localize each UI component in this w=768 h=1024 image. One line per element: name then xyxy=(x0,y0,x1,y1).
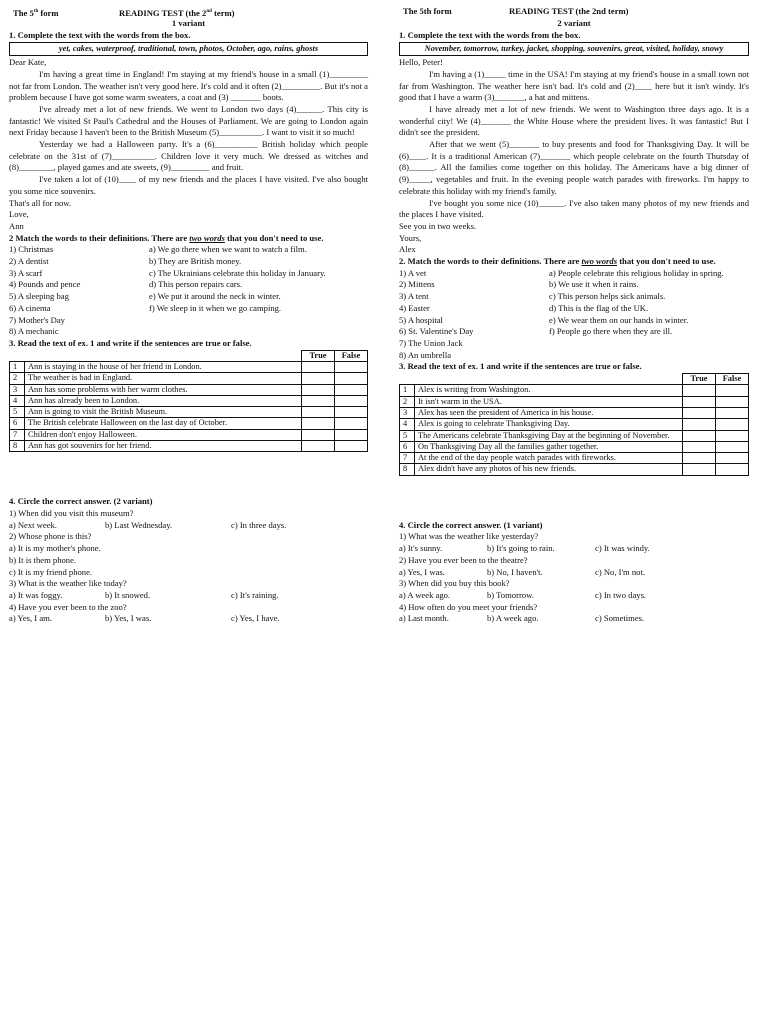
row-number: 5 xyxy=(400,430,415,441)
match-definition: b) We use it when it rains. xyxy=(549,279,639,290)
statement-text: The Americans celebrate Thanksgiving Day at the beginning of November. xyxy=(415,430,683,441)
questions-list xyxy=(9,508,368,625)
matching-list xyxy=(399,268,749,362)
letter-paragraph: I'm having a (1)_____ time in the USA! I'm staying at my friend's house in a small town not far from Washington. The weather here isn't bad. It's cold and (2)____ here but it isn't windy. It's good that I have a warm (3)_______, a hat and mittens. xyxy=(399,68,749,103)
letter-paragraph: Dear Kate, xyxy=(9,57,47,68)
question: 4) Have you ever been to the zoo? xyxy=(9,601,127,612)
answer-option[interactable]: b) Yes, I was. xyxy=(105,613,152,624)
matching-list xyxy=(9,244,368,338)
exercise-3-heading: 3. Read the text of ex. 1 and write if the sentences are true or false. xyxy=(9,337,252,348)
statement-text: Ann is going to visit the British Museum. xyxy=(25,407,302,418)
true-cell[interactable] xyxy=(683,453,716,464)
letter-paragraph: I have already met a lot of new friends. We went to Washington three days ago. It is a wonderful city! We (4)_______ the White House where the president lives. It was fantastic! But I didn't see the president. xyxy=(399,103,749,138)
answer-option[interactable]: a) It's sunny. xyxy=(399,543,443,554)
match-word: 5) A sleeping bag xyxy=(9,291,69,302)
table-row xyxy=(10,418,368,429)
question: 2) Whose phone is this? xyxy=(9,531,92,542)
question: 3) What is the weather like today? xyxy=(9,578,127,589)
answer-options xyxy=(9,613,368,625)
statement-text: Alex is going to celebrate Thanksgiving Day. xyxy=(415,419,683,430)
false-cell[interactable] xyxy=(716,396,749,407)
letter-paragraph: Love, xyxy=(9,209,29,220)
match-row xyxy=(9,268,368,280)
match-word: 2) A dentist xyxy=(9,256,49,267)
false-cell[interactable] xyxy=(716,419,749,430)
row-number: 2 xyxy=(400,396,415,407)
true-false-table xyxy=(399,373,749,476)
answer-option[interactable]: c) In three days. xyxy=(231,519,287,530)
match-row xyxy=(399,268,749,280)
letter-paragraph: Yesterday we had a Halloween party. It's a (6)__________ British holiday which people celebrate on the 31st of (7)__________. Children love it very much. We dressed as witches and (8)________, played games and ate sweets, (9)_________ and fruit. xyxy=(9,139,368,173)
row-number: 7 xyxy=(400,453,415,464)
true-cell[interactable] xyxy=(683,441,716,452)
row-number: 6 xyxy=(400,441,415,452)
row-number: 4 xyxy=(10,395,25,406)
statement-text: Alex didn't have any photos of his new friends. xyxy=(415,464,683,475)
exercise-2-heading: 2 Match the words to their definitions. There are two words that you don't need to use. xyxy=(9,232,324,243)
form-label: The 5th form xyxy=(403,6,452,16)
match-row xyxy=(399,338,749,350)
answer-option[interactable]: b) No, I haven't. xyxy=(487,566,543,577)
false-cell[interactable] xyxy=(716,430,749,441)
false-cell[interactable] xyxy=(335,373,368,384)
statement-text: Children don't enjoy Halloween. xyxy=(25,429,302,440)
statement-text: Ann has got souvenirs for her friend. xyxy=(25,441,302,452)
table-row xyxy=(400,396,749,407)
answer-option[interactable]: c) No, I'm not. xyxy=(595,566,645,577)
match-definition: d) This person repairs cars. xyxy=(149,279,243,290)
table-row xyxy=(400,385,749,396)
table-row xyxy=(10,395,368,406)
variant-1-column xyxy=(9,6,368,625)
row-number: 7 xyxy=(10,429,25,440)
table-row xyxy=(400,441,749,452)
match-row xyxy=(399,279,749,291)
match-definition: c) The Ukrainians celebrate this holiday in January. xyxy=(149,267,326,278)
match-word: 6) A cinema xyxy=(9,302,51,313)
true-cell[interactable] xyxy=(683,407,716,418)
answer-options xyxy=(399,543,749,555)
answer-option[interactable]: a) Yes, I am. xyxy=(9,613,52,624)
statement-text: Alex is writing from Washington. xyxy=(415,385,683,396)
table-header xyxy=(400,374,749,385)
table-row xyxy=(400,430,749,441)
match-definition: d) This is the flag of the UK. xyxy=(549,302,649,313)
form-label: The 5th form xyxy=(13,7,59,18)
match-row xyxy=(9,279,368,291)
match-word: 8) An umbrella xyxy=(399,349,452,360)
variant-label: 2 variant xyxy=(557,18,591,28)
question: 3) When did you buy this book? xyxy=(399,578,510,589)
row-number: 1 xyxy=(400,385,415,396)
match-row xyxy=(9,326,368,338)
statement-text: On Thanksgiving Day all the families gather together. xyxy=(415,441,683,452)
answer-option[interactable]: c) It was windy. xyxy=(595,543,650,554)
question: 1) What was the weather like yesterday? xyxy=(399,531,539,542)
letter-text xyxy=(399,57,749,256)
table-row xyxy=(400,419,749,430)
word-box: November, tomorrow, turkey, jacket, shopping, souvenirs, great, visited, holiday, snowy xyxy=(399,42,749,56)
false-cell[interactable] xyxy=(335,429,368,440)
exercise-2-heading: 2. Match the words to their definitions. There are two words that you don't need to use. xyxy=(399,256,716,267)
true-cell[interactable] xyxy=(683,464,716,475)
answer-option[interactable]: b) Last Wednesday. xyxy=(105,519,173,530)
table-row xyxy=(10,441,368,452)
row-number: 1 xyxy=(10,361,25,372)
row-number: 8 xyxy=(10,441,25,452)
table-row xyxy=(10,361,368,372)
false-cell[interactable] xyxy=(335,418,368,429)
false-cell[interactable] xyxy=(335,361,368,372)
false-cell[interactable] xyxy=(716,441,749,452)
match-word: 6) St. Valentine's Day xyxy=(399,326,474,337)
match-word: 7) The Union Jack xyxy=(399,337,463,348)
exercise-4-heading: 4. Circle the correct answer. (2 variant) xyxy=(9,496,153,507)
answer-option[interactable]: c) Yes, I have. xyxy=(231,613,280,624)
match-word: 2) Mittens xyxy=(399,279,435,290)
answer-options xyxy=(399,567,749,579)
letter-paragraph: That's all for now. xyxy=(9,197,72,208)
match-definition: c) This person helps sick animals. xyxy=(549,291,666,302)
match-word: 7) Mother's Day xyxy=(9,314,65,325)
letter-paragraph: I'm having a great time in England! I'm staying at my friend's house in a small (1)_________ not far from London. The weather isn't very good here. It's cold and it often (2)_________. But it's not a problem because I have got some warm sweaters, a coat and (3) _______ boots. xyxy=(9,68,368,103)
letter-paragraph: Yours, xyxy=(399,232,422,243)
false-cell[interactable] xyxy=(716,407,749,418)
answer-option[interactable]: a) It is my mother's phone. xyxy=(9,543,101,554)
answer-option[interactable]: a) A week ago. xyxy=(399,589,451,600)
match-definition: e) We put it around the neck in winter. xyxy=(149,291,281,302)
true-cell[interactable] xyxy=(302,429,335,440)
false-cell[interactable] xyxy=(335,395,368,406)
false-column-header: False xyxy=(716,374,749,385)
match-definition: f) People go there when they are ill. xyxy=(549,326,673,337)
true-cell[interactable] xyxy=(302,395,335,406)
exercise-1-heading: 1. Complete the text with the words from the box. xyxy=(399,29,581,40)
word-box: yet, cakes, waterproof, traditional, town, photos, October, ago, rains, ghosts xyxy=(9,42,368,56)
exercise-1-heading: 1. Complete the text with the words from the box. xyxy=(9,29,191,40)
true-cell[interactable] xyxy=(302,441,335,452)
letter-paragraph: I've already met a lot of new friends. We went to London two days (4)______. This city is fantastic! We visited St Paul's Cathedral and the Houses of Parliament. We are going to London again next Friday because I haven't been to the British Museum (5)__________. I want to visit it so much! xyxy=(9,103,368,138)
statement-text: The weather is bad in England. xyxy=(25,373,302,384)
match-word: 1) A vet xyxy=(399,267,427,278)
answer-option[interactable]: a) Yes, I was. xyxy=(399,566,445,577)
match-row xyxy=(9,315,368,327)
test-header xyxy=(9,6,368,18)
true-cell[interactable] xyxy=(302,361,335,372)
answer-option[interactable]: b) It is them phone. xyxy=(9,554,77,565)
row-number: 6 xyxy=(10,418,25,429)
statement-text: It isn't warm in the USA. xyxy=(415,396,683,407)
true-cell[interactable] xyxy=(302,418,335,429)
match-row xyxy=(9,244,368,256)
letter-paragraph: Hello, Peter! xyxy=(399,57,443,68)
table-header xyxy=(10,350,368,361)
true-cell[interactable] xyxy=(683,385,716,396)
answer-option[interactable]: b) A week ago. xyxy=(487,613,539,624)
letter-text xyxy=(9,57,368,233)
match-row xyxy=(399,315,749,327)
match-word: 3) A scarf xyxy=(9,267,43,278)
match-row xyxy=(399,303,749,315)
true-cell[interactable] xyxy=(683,430,716,441)
variant-2-column xyxy=(399,6,749,625)
true-column-header: True xyxy=(683,374,716,385)
answer-option[interactable]: c) Sometimes. xyxy=(595,613,645,624)
row-number: 3 xyxy=(400,407,415,418)
table-row xyxy=(10,429,368,440)
questions-list xyxy=(399,531,749,625)
answer-option[interactable]: b) It snowed. xyxy=(105,589,151,600)
exercise-3-heading: 3. Read the text of ex. 1 and write if the sentences are true or false. xyxy=(399,361,642,372)
statement-text: The British celebrate Halloween on the last day of October. xyxy=(25,418,302,429)
table-row xyxy=(400,464,749,475)
false-cell[interactable] xyxy=(335,407,368,418)
table-row xyxy=(10,407,368,418)
table-row xyxy=(10,384,368,395)
match-row xyxy=(9,303,368,315)
table-row xyxy=(400,407,749,418)
letter-paragraph: Alex xyxy=(399,244,416,255)
answer-options xyxy=(9,590,368,602)
match-row xyxy=(399,350,749,362)
false-cell[interactable] xyxy=(335,384,368,395)
match-definition: e) We wear them on our hands in winter. xyxy=(549,314,689,325)
answer-options xyxy=(9,520,368,532)
false-cell[interactable] xyxy=(335,441,368,452)
answer-option[interactable]: c) It is my friend phone. xyxy=(9,566,93,577)
true-false-table xyxy=(9,350,368,453)
answer-option[interactable]: a) Last month. xyxy=(399,613,449,624)
match-word: 8) A mechanic xyxy=(9,326,59,337)
test-header xyxy=(399,6,749,18)
answer-option[interactable]: c) It's raining. xyxy=(231,589,279,600)
match-word: 5) A hospital xyxy=(399,314,443,325)
answer-option[interactable]: c) In two days. xyxy=(595,589,647,600)
true-cell[interactable] xyxy=(302,373,335,384)
row-number: 8 xyxy=(400,464,415,475)
exercise-4-heading: 4. Circle the correct answer. (1 variant) xyxy=(399,519,543,530)
row-number: 5 xyxy=(10,407,25,418)
row-number: 2 xyxy=(10,373,25,384)
false-cell[interactable] xyxy=(716,453,749,464)
true-cell[interactable] xyxy=(302,407,335,418)
match-definition: b) They are British money. xyxy=(149,256,242,267)
test-title: READING TEST (the 2nd term) xyxy=(119,7,235,18)
match-word: 3) A tent xyxy=(399,291,429,302)
match-word: 1) Christmas xyxy=(9,244,54,255)
table-row xyxy=(400,453,749,464)
answer-option[interactable]: b) It's going to rain. xyxy=(487,543,555,554)
variant-label: 1 variant xyxy=(171,18,206,28)
match-row xyxy=(399,326,749,338)
letter-paragraph: See you in two weeks. xyxy=(399,220,477,231)
match-definition: f) We sleep in it when we go camping. xyxy=(149,302,282,313)
letter-paragraph: After that we went (5)_______ to buy presents and food for Thanksgiving Day. It will be (6)____. It is a traditional American (7)_______ which people celebrate on the fourth Thursday of (8)______. All the families come together on this holiday. The Americans have a big dinner of (9)_____, vegetables and fruit. In the evening people watch parades with fireworks. I'm happy to celebrate this holiday with my friend's family. xyxy=(399,139,749,196)
answer-option[interactable]: a) It was foggy. xyxy=(9,589,63,600)
letter-paragraph: I've bought you some nice (10)______. I've also taken many photos of my new friends and the places I have visited. xyxy=(399,197,749,220)
letter-paragraph: I've taken a lot of (10)____ of my new friends and the places I have visited. I've also bought you some nice souvenirs. xyxy=(9,174,368,196)
statement-text: Ann is staying in the house of her friend in London. xyxy=(25,361,302,372)
test-title: READING TEST (the 2nd term) xyxy=(509,6,629,16)
question: 4) How often do you meet your friends? xyxy=(399,601,538,612)
match-word: 4) Pounds and pence xyxy=(9,279,81,290)
row-number: 4 xyxy=(400,419,415,430)
match-row xyxy=(9,256,368,268)
true-column-header: True xyxy=(302,350,335,361)
answer-option[interactable]: a) Next week. xyxy=(9,519,57,530)
match-row xyxy=(9,291,368,303)
statement-text: Alex has seen the president of America in his house. xyxy=(415,407,683,418)
answer-options xyxy=(399,590,749,602)
true-cell[interactable] xyxy=(683,396,716,407)
false-cell[interactable] xyxy=(716,385,749,396)
table-row xyxy=(10,373,368,384)
true-cell[interactable] xyxy=(683,419,716,430)
answer-options xyxy=(399,613,749,625)
answer-option[interactable]: b) Tomorrow. xyxy=(487,589,534,600)
false-column-header: False xyxy=(335,350,368,361)
statement-text: Ann has some problems with her warm clothes. xyxy=(25,384,302,395)
question: 2) Have you ever been to the theatre? xyxy=(399,554,528,565)
letter-paragraph: Ann xyxy=(9,220,24,231)
match-row xyxy=(399,291,749,303)
match-word: 4) Easter xyxy=(399,302,430,313)
row-number: 3 xyxy=(10,384,25,395)
statement-text: Ann has already been to London. xyxy=(25,395,302,406)
question: 1) When did you visit this museum? xyxy=(9,508,134,519)
true-cell[interactable] xyxy=(302,384,335,395)
statement-text: At the end of the day people watch parades with fireworks. xyxy=(415,453,683,464)
match-definition: a) People celebrate this religious holiday in spring. xyxy=(549,267,724,278)
false-cell[interactable] xyxy=(716,464,749,475)
match-definition: a) We go there when we want to watch a film. xyxy=(149,244,307,255)
